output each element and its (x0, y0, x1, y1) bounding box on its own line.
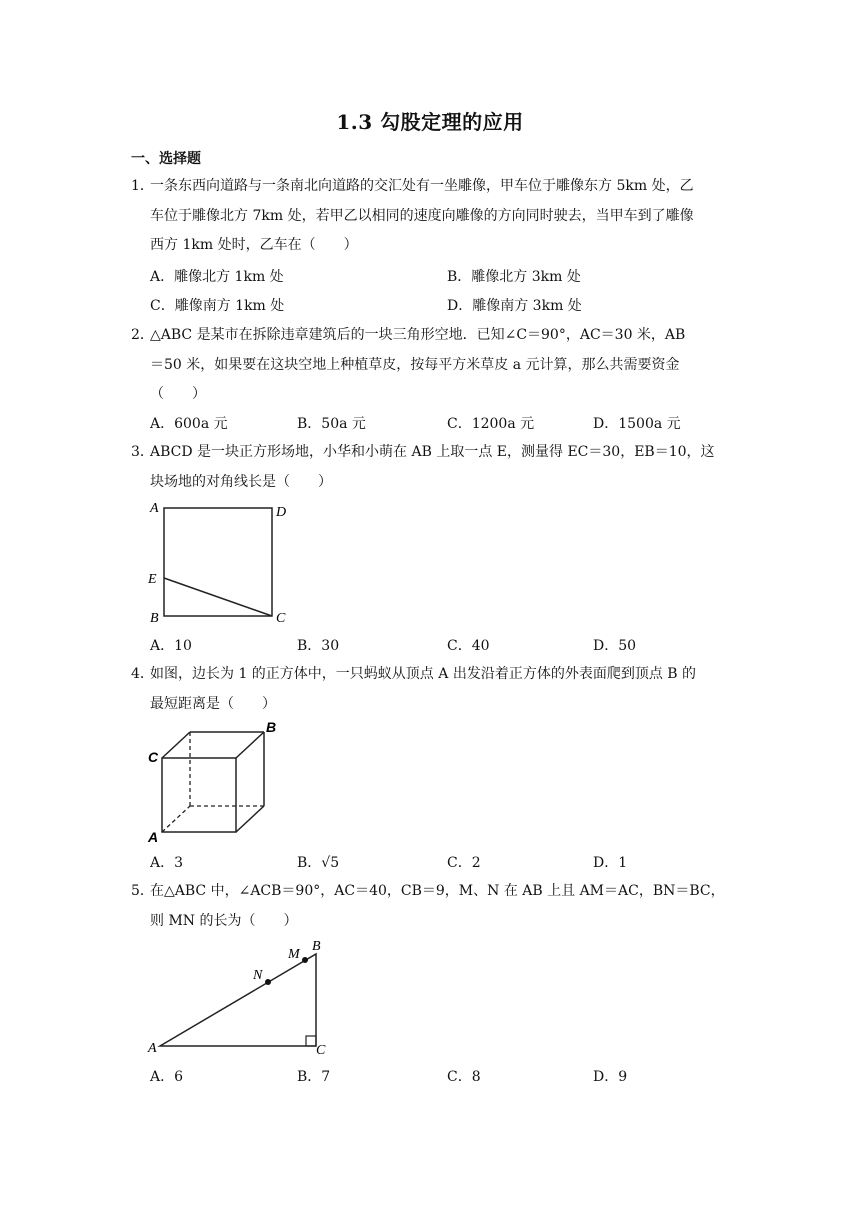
page-title: 1.3 勾股定理的应用 (336, 110, 524, 134)
question-line: （ ） (150, 386, 206, 402)
question-number: 3． (131, 444, 154, 460)
cube-edge (162, 732, 190, 758)
square-abcd (164, 508, 272, 616)
option-a: A．10 (150, 638, 192, 654)
option-c: C．40 (447, 638, 490, 654)
question-number: 4． (131, 666, 154, 682)
right-angle-mark (306, 1036, 316, 1046)
option-c: C．8 (447, 1069, 481, 1085)
option-a: A．雕像北方 1km 处 (150, 269, 284, 285)
options-row (150, 852, 740, 872)
point-n (265, 979, 271, 985)
option-a: A．600a 元 (150, 416, 228, 432)
label-m: M (288, 947, 300, 962)
question-3 (131, 438, 731, 497)
cube-edge (236, 732, 264, 758)
question-number: 1． (131, 178, 154, 194)
options-row (150, 635, 740, 655)
cube-edge (236, 806, 264, 832)
segment-ec (164, 578, 272, 616)
question-line: 一条东西向道路与一条南北向道路的交汇处有一坐雕像，甲车位于雕像东方 5km 处，乙 (150, 178, 694, 194)
label-a: A (148, 829, 159, 844)
option-a: A．3 (150, 855, 184, 871)
question-line: 最短距离是（ ） (150, 695, 276, 712)
question-1 (131, 172, 731, 261)
cube-figure (140, 716, 290, 844)
question-line: 车位于雕像北方 7km 处，若甲乙以相同的速度向雕像的方向同时驶去，当甲车到了雕像 (150, 207, 694, 224)
triangle-abc (160, 954, 316, 1046)
question-5 (131, 877, 731, 936)
question-number: 5． (131, 883, 154, 899)
label-b: B (312, 939, 321, 954)
label-e: E (148, 572, 157, 587)
label-c: C (148, 749, 159, 765)
option-c: C．2 (447, 855, 481, 871)
option-c: C．1200a 元 (447, 416, 535, 432)
square-figure (140, 494, 300, 630)
option-a: A．6 (150, 1069, 184, 1085)
question-4 (131, 660, 731, 719)
question-line: △ABC 是某市在拆除违章建筑后的一块三角形空地．已知∠C＝90°，AC＝30 米，AB (150, 327, 686, 343)
option-d: D．50 (593, 638, 637, 654)
label-b: B (266, 719, 277, 735)
label-c: C (316, 1043, 326, 1058)
question-number: 2． (131, 327, 154, 343)
section-heading: 一、选择题 (131, 151, 201, 167)
option-d: D．1500a 元 (593, 416, 681, 432)
question-line: ABCD 是一块正方形场地，小华和小萌在 AB 上取一点 E，测量得 EC＝30，EB＝10，这 (150, 444, 715, 460)
label-d: D (276, 505, 287, 520)
question-line: 块场地的对角线长是（ ） (150, 473, 332, 490)
question-line: 如图，边长为 1 的正方体中，一只蚂蚁从顶点 A 出发沿着正方体的外表面爬到顶点 B 的 (150, 666, 697, 682)
option-c: C．雕像南方 1km 处 (150, 298, 285, 314)
label-n: N (253, 968, 263, 983)
option-b: B．√5 (297, 855, 340, 871)
option-d: D．1 (593, 855, 628, 871)
options-row (150, 295, 740, 315)
label-b: B (150, 611, 159, 626)
label-a: A (150, 501, 159, 516)
question-line: ＝50 米，如果要在这块空地上种植草皮，按每平方米草皮 a 元计算，那么共需要资金 (150, 356, 680, 373)
label-a: A (148, 1041, 157, 1056)
label-c: C (276, 611, 286, 626)
option-d: D．9 (593, 1069, 628, 1085)
option-d: D．雕像南方 3km 处 (447, 298, 582, 314)
point-m (302, 957, 308, 963)
option-b: B．7 (297, 1069, 331, 1085)
question-line: 则 MN 的长为（ ） (150, 912, 298, 929)
option-b: B．雕像北方 3km 处 (447, 269, 581, 285)
options-row (150, 1066, 740, 1086)
question-line: 西方 1km 处时，乙车在（ ） (150, 237, 358, 253)
question-2 (131, 321, 731, 410)
options-row (150, 266, 740, 286)
option-b: B．50a 元 (297, 416, 366, 432)
option-b: B．30 (297, 638, 340, 654)
question-line: 在△ABC 中，∠ACB＝90°，AC＝40，CB＝9，M、N 在 AB 上且 AM＝AC，BN＝BC， (150, 883, 725, 899)
cube-hidden-edge (162, 806, 190, 832)
options-row (150, 413, 740, 433)
triangle-figure (140, 934, 340, 1060)
